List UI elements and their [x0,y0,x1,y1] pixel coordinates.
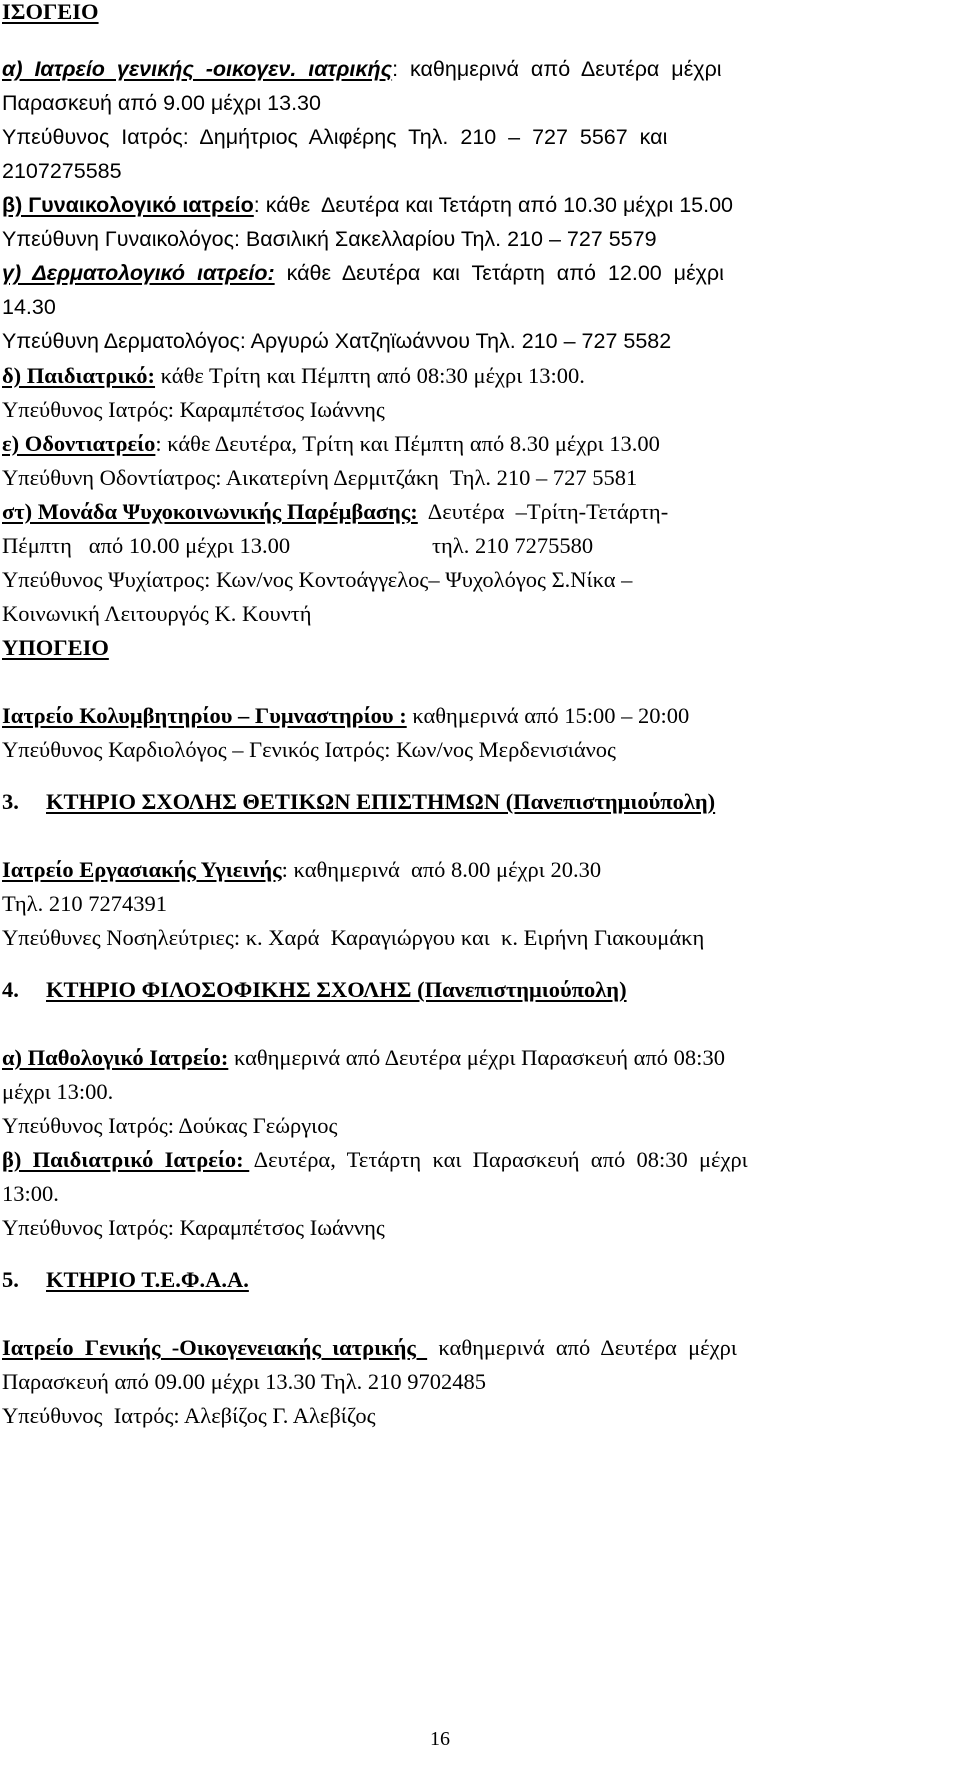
entry-f-text: Δευτέρα –Τρίτη-Τετάρτη- [417,499,669,524]
section4-a-line2: μέχρι 13:00. [2,1079,114,1104]
section5-number: 5. [2,1267,19,1292]
section3-staff: Υπεύθυνες Νοσηλεύτριες: κ. Χαρά Καραγιώργου και κ. Ειρήνη Γιακουμάκη [2,925,705,950]
entry-e-line2: Υπεύθυνη Οδοντίατρος: Αικατερίνη Δερμιτζάκη Τηλ. 210 – 727 5581 [2,465,638,490]
ground-floor-heading: ΙΣΟΓΕΙΟ [2,0,99,24]
entry-a-title: α) Ιατρείο γενικής -οικογεν. ιατρικής [2,57,393,81]
entry-f-hours: Πέμπτη από 10.00 μέχρι 13.00 [2,533,291,558]
entry-b-title: β) Γυναικολογικό ιατρείο [2,193,254,217]
section3-heading [2,784,715,820]
section5-title: ΚΤΗΡΙΟ Τ.Ε.Φ.Α.Α. [46,1267,249,1292]
entry-d-line1 [2,358,585,394]
section4-a-line3: Υπεύθυνος Ιατρός: Δούκας Γεώργιος [2,1113,338,1138]
section4-a-line1 [2,1040,725,1076]
entry-f-title: στ) Μονάδα Ψυχοκοινωνικής Παρέμβασης: [2,499,418,524]
section4-b-title: β) Παιδιατρικό Ιατρείο: [2,1147,250,1172]
entry-f-line3: Υπεύθυνος Ψυχίατρος: Κων/νος Κοντοάγγελος– Ψυχολόγος Σ.Νίκα – [2,567,633,592]
section5-line2: Παρασκευή από 09.00 μέχρι 13.30 Τηλ. 210 9702485 [2,1369,486,1394]
entry-f-line2 [2,528,593,564]
section5-line3: Υπεύθυνος Ιατρός: Αλεβίζος Γ. Αλεβίζος [2,1403,376,1428]
basement-line1 [2,698,689,734]
entry-c-line3: Υπεύθυνη Δερματολόγος: Αργυρώ Χατζηϊωάννου Τηλ. 210 – 727 5582 [2,329,672,353]
section3-office-text: : καθημερινά από 8.00 μέχρι 20.30 [281,857,602,882]
entry-f-line1 [2,494,668,530]
section4-b-line2: 13:00. [2,1181,59,1206]
section4-title: ΚΤΗΡΙΟ ΦΙΛΟΣΟΦΙΚΗΣ ΣΧΟΛΗΣ (Πανεπιστημιούπολη) [46,977,627,1002]
entry-c-line1 [2,256,724,292]
entry-c-title: γ) Δερματολογικό ιατρείο: [2,261,275,285]
section4-b-text: Δευτέρα, Τετάρτη και Παρασκευή από 08:30 μέχρι [249,1147,748,1172]
section5-office-title: Ιατρείο Γενικής -Οικογενειακής ιατρικής [2,1335,428,1360]
entry-f-phone: τηλ. 210 7275580 [432,533,594,558]
basement-line2: Υπεύθυνος Καρδιολόγος – Γενικός Ιατρός: Κων/νος Μερδενισιάνος [2,737,616,762]
entry-a-line2: Παρασκευή από 9.00 μέχρι 13.30 [2,91,321,115]
section4-b-line3: Υπεύθυνος Ιατρός: Καραμπέτσος Ιωάννης [2,1215,385,1240]
entry-a-line3: Υπεύθυνος Ιατρός: Δημήτριος Αλιφέρης Τηλ. 210 – 727 5567 και [2,125,668,149]
section4-a-text: καθημερινά από Δευτέρα μέχρι Παρασκευή από 08:30 [228,1045,725,1070]
entry-a-line1 [2,52,722,88]
entry-b-line1 [2,188,733,224]
section5-office-text: καθημερινά από Δευτέρα μέχρι [427,1335,737,1360]
section4-a-title: α) Παθολογικό Ιατρείο: [2,1045,229,1070]
entry-a-text: : καθημερινά από Δευτέρα μέχρι [392,57,722,81]
section3-title: ΚΤΗΡΙΟ ΣΧΟΛΗΣ ΘΕΤΙΚΩΝ ΕΠΙΣΤΗΜΩΝ (Πανεπιστημιούπολη) [46,789,716,814]
entry-b-line2: Υπεύθυνη Γυναικολόγος: Βασιλική Σακελλαρίου Τηλ. 210 – 727 5579 [2,227,657,251]
entry-d-title: δ) Παιδιατρικό: [2,363,156,388]
entry-f-line4: Κοινωνική Λειτουργός Κ. Κουντή [2,601,312,626]
section5-line1 [2,1330,737,1366]
entry-b-text: : κάθε Δευτέρα και Τετάρτη από 10.30 μέχρι 15.00 [253,193,733,217]
entry-e-line1 [2,426,660,462]
entry-e-title: ε) Οδοντιατρείο [2,431,156,456]
basement-title: Ιατρείο Κολυμβητηρίου – Γυμναστηρίου : [2,703,407,728]
section4-number: 4. [2,977,19,1002]
entry-c-line2: 14.30 [2,295,56,319]
section3-line1 [2,852,601,888]
entry-e-text: : κάθε Δευτέρα, Τρίτη και Πέμπτη από 8.30 μέχρι 13.00 [155,431,660,456]
section4-heading [2,972,627,1008]
basement-text: καθημερινά από 15:00 – 20:00 [406,703,690,728]
section3-office-title: Ιατρείο Εργασιακής Υγιεινής [2,857,282,882]
section4-b-line1 [2,1142,748,1178]
section3-number: 3. [2,789,19,814]
entry-d-line2: Υπεύθυνος Ιατρός: Καραμπέτσος Ιωάννης [2,397,385,422]
entry-d-text: κάθε Τρίτη και Πέμπτη από 08:30 μέχρι 13:00. [155,363,585,388]
entry-a-line4: 2107275585 [2,159,122,183]
entry-c-text: κάθε Δευτέρα και Τετάρτη από 12.00 μέχρι [274,261,724,285]
page-number: 16 [430,1728,450,1750]
section3-phone: Τηλ. 210 7274391 [2,891,167,916]
basement-heading: ΥΠΟΓΕΙΟ [2,635,109,660]
section5-heading [2,1262,249,1298]
